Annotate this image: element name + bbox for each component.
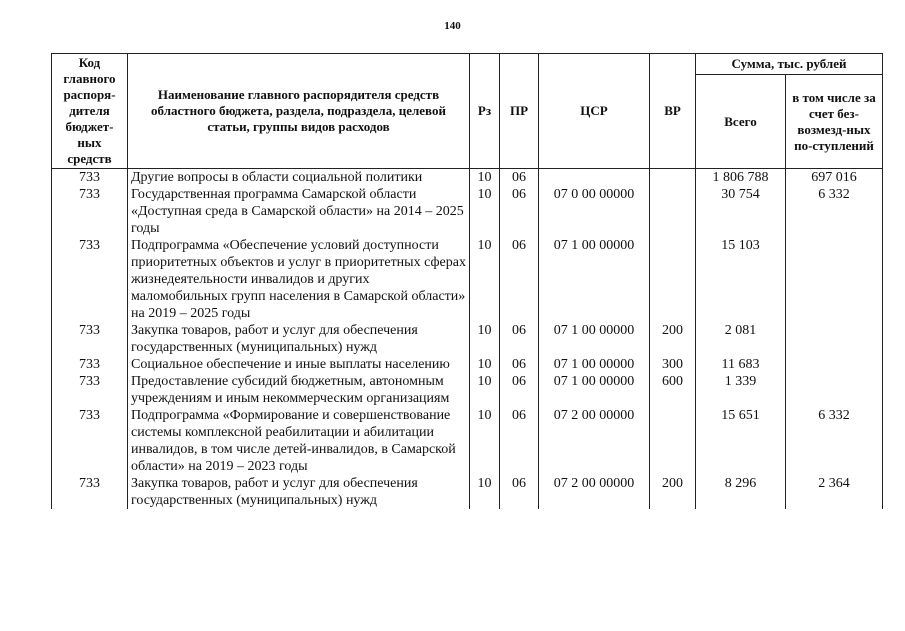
cell-vr xyxy=(650,237,696,322)
header-free: в том числе за счет без-возмезд-ных по-ступлений xyxy=(786,75,883,169)
cell-csr: 07 0 00 00000 xyxy=(539,186,650,237)
cell-free xyxy=(786,322,883,356)
table-row xyxy=(52,407,883,475)
cell-rz: 10 xyxy=(470,373,500,407)
cell-code: 733 xyxy=(52,237,128,322)
table-row xyxy=(52,356,883,373)
cell-pr: 06 xyxy=(500,237,539,322)
cell-code: 733 xyxy=(52,322,128,356)
cell-csr: 07 1 00 00000 xyxy=(539,322,650,356)
cell-free: 2 364 xyxy=(786,475,883,509)
cell-csr: 07 1 00 00000 xyxy=(539,373,650,407)
header-name: Наименование главного распорядителя средств областного бюджета, раздела, подраздела, целевой статьи, группы видов расходов xyxy=(128,54,470,169)
table-body xyxy=(52,169,883,510)
cell-pr: 06 xyxy=(500,322,539,356)
cell-code: 733 xyxy=(52,407,128,475)
cell-total: 8 296 xyxy=(696,475,786,509)
cell-total: 15 651 xyxy=(696,407,786,475)
cell-free xyxy=(786,356,883,373)
cell-pr: 06 xyxy=(500,373,539,407)
cell-total: 1 806 788 xyxy=(696,169,786,187)
cell-vr: 300 xyxy=(650,356,696,373)
budget-table xyxy=(51,53,883,509)
header-code: Код главного распоря-дителя бюджет-ных средств xyxy=(52,54,128,169)
cell-rz: 10 xyxy=(470,169,500,187)
cell-total: 15 103 xyxy=(696,237,786,322)
header-csr: ЦСР xyxy=(539,54,650,169)
cell-total: 11 683 xyxy=(696,356,786,373)
cell-vr: 200 xyxy=(650,322,696,356)
page-number: 140 xyxy=(444,20,461,32)
header-rz: Рз xyxy=(470,54,500,169)
cell-vr xyxy=(650,186,696,237)
cell-code: 733 xyxy=(52,373,128,407)
cell-free: 697 016 xyxy=(786,169,883,187)
cell-csr: 07 1 00 00000 xyxy=(539,356,650,373)
cell-csr: 07 2 00 00000 xyxy=(539,407,650,475)
table-row xyxy=(52,186,883,237)
cell-code: 733 xyxy=(52,475,128,509)
cell-rz: 10 xyxy=(470,475,500,509)
cell-name: Предоставление субсидий бюджетным, автономным учреждениям и иным некоммерческим организациям xyxy=(128,373,470,407)
cell-pr: 06 xyxy=(500,475,539,509)
table-row xyxy=(52,237,883,322)
cell-free: 6 332 xyxy=(786,407,883,475)
header-total: Всего xyxy=(696,75,786,169)
cell-code: 733 xyxy=(52,356,128,373)
header-pr: ПР xyxy=(500,54,539,169)
cell-pr: 06 xyxy=(500,186,539,237)
cell-free xyxy=(786,373,883,407)
table-row xyxy=(52,475,883,509)
cell-csr xyxy=(539,169,650,187)
cell-rz: 10 xyxy=(470,356,500,373)
cell-pr: 06 xyxy=(500,169,539,187)
cell-name: Закупка товаров, работ и услуг для обеспечения государственных (муниципальных) нужд xyxy=(128,322,470,356)
cell-name: Подпрограмма «Обеспечение условий доступности приоритетных объектов и услуг в приоритетных сферах жизнедеятельности инвалидов и других маломобильных групп населения в Самарской области» на 2019 – 2025 годы xyxy=(128,237,470,322)
cell-rz: 10 xyxy=(470,237,500,322)
cell-pr: 06 xyxy=(500,356,539,373)
cell-vr xyxy=(650,169,696,187)
table-row xyxy=(52,322,883,356)
header-vr: ВР xyxy=(650,54,696,169)
cell-rz: 10 xyxy=(470,186,500,237)
cell-name: Подпрограмма «Формирование и совершенствование системы комплексной реабилитации и абилитации инвалидов, в том числе детей-инвалидов, в Самарской области» на 2019 – 2023 годы xyxy=(128,407,470,475)
table-header xyxy=(52,54,883,169)
header-sum: Сумма, тыс. рублей xyxy=(696,54,883,75)
table-row xyxy=(52,373,883,407)
cell-code: 733 xyxy=(52,169,128,187)
cell-name: Социальное обеспечение и иные выплаты населению xyxy=(128,356,470,373)
cell-csr: 07 2 00 00000 xyxy=(539,475,650,509)
cell-vr: 600 xyxy=(650,373,696,407)
cell-free xyxy=(786,237,883,322)
cell-rz: 10 xyxy=(470,407,500,475)
cell-name: Государственная программа Самарской области «Доступная среда в Самарской области» на 2014 – 2025 годы xyxy=(128,186,470,237)
cell-free: 6 332 xyxy=(786,186,883,237)
cell-total: 1 339 xyxy=(696,373,786,407)
cell-name: Закупка товаров, работ и услуг для обеспечения государственных (муниципальных) нужд xyxy=(128,475,470,509)
table-row xyxy=(52,169,883,187)
cell-total: 30 754 xyxy=(696,186,786,237)
cell-csr: 07 1 00 00000 xyxy=(539,237,650,322)
cell-code: 733 xyxy=(52,186,128,237)
cell-vr xyxy=(650,407,696,475)
cell-vr: 200 xyxy=(650,475,696,509)
cell-name: Другие вопросы в области социальной политики xyxy=(128,169,470,187)
cell-rz: 10 xyxy=(470,322,500,356)
cell-total: 2 081 xyxy=(696,322,786,356)
cell-pr: 06 xyxy=(500,407,539,475)
